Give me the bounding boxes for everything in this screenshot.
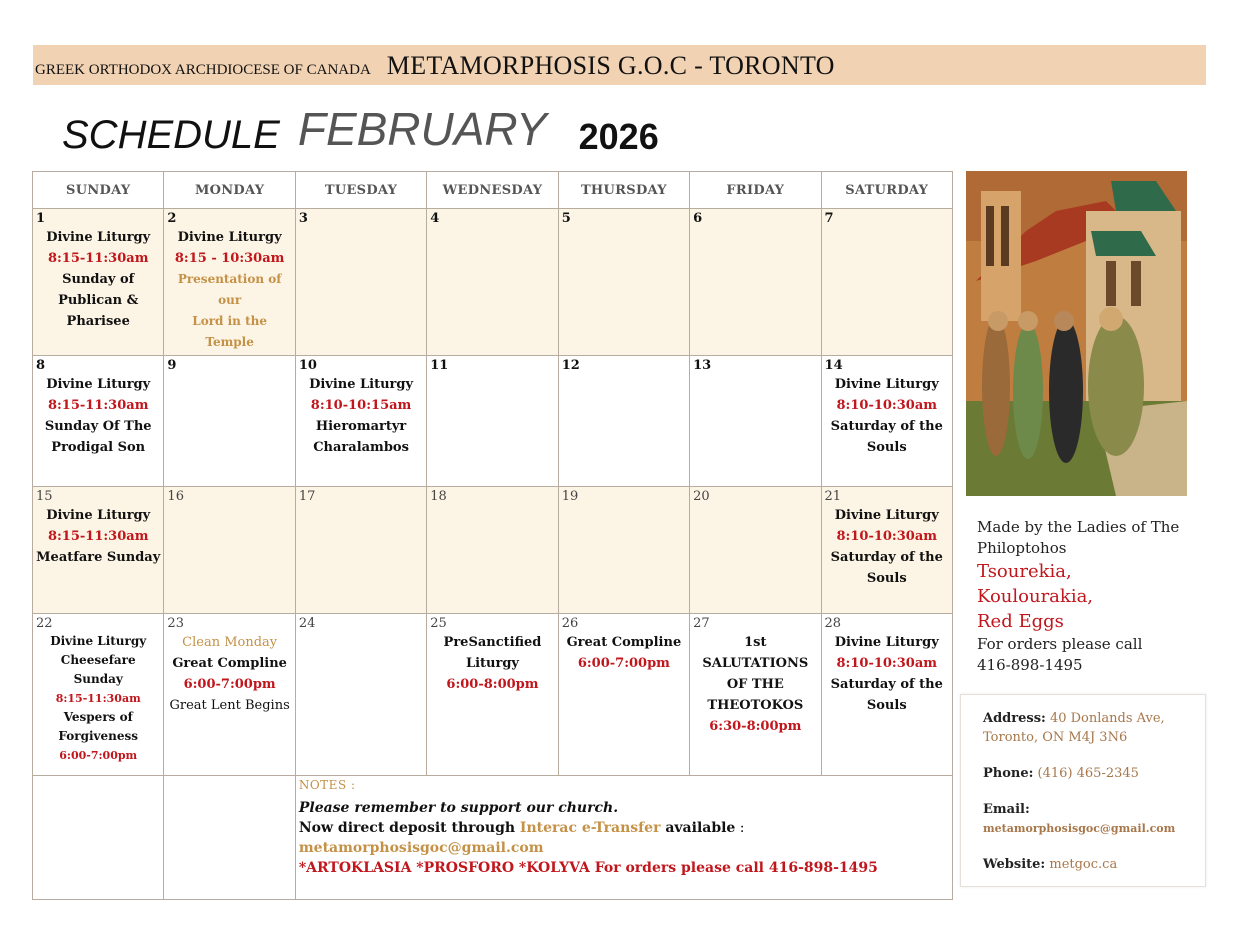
page-title xyxy=(62,104,659,158)
product-item: Koulourakia, xyxy=(977,586,1094,607)
event-time: 8:10-10:30am xyxy=(836,656,938,671)
event-title: Great Compline xyxy=(566,635,682,650)
day-cell xyxy=(558,487,689,614)
day-cell xyxy=(295,356,426,487)
day-number: 9 xyxy=(167,358,177,373)
event-note: Souls xyxy=(866,698,907,713)
event-title: Divine Liturgy xyxy=(834,508,939,523)
weekday-header: THURSDAY xyxy=(558,172,689,209)
address-value: 40 Donlands Ave, xyxy=(1045,711,1165,726)
event-note: Prodigal Son xyxy=(51,440,146,455)
event-note: Saturday of the xyxy=(830,677,943,692)
feast-name: Presentation of our xyxy=(177,272,282,307)
event-note: Saturday of the xyxy=(830,419,943,434)
email-label: Email: xyxy=(983,802,1030,817)
product-item: Tsourekia, xyxy=(977,561,1072,582)
day-events xyxy=(825,374,949,458)
day-number: 16 xyxy=(167,489,184,504)
day-events xyxy=(430,632,554,695)
event-note: Pharisee xyxy=(66,314,130,329)
presentation-icon-image xyxy=(966,171,1187,496)
event-title: Great Compline xyxy=(172,656,287,671)
event-title: Divine Liturgy xyxy=(46,230,151,245)
day-events xyxy=(36,505,160,568)
address-line2: Toronto, ON M4J 3N6 xyxy=(983,730,1128,745)
philoptohos-info xyxy=(977,517,1205,676)
event-note: Vespers of xyxy=(63,710,133,724)
calendar-week xyxy=(33,614,953,776)
day-events xyxy=(167,227,291,353)
day-number: 20 xyxy=(693,489,710,504)
event-time: 8:15-11:30am xyxy=(47,529,149,544)
day-cell xyxy=(690,614,821,776)
title-year: 2026 xyxy=(578,116,659,157)
day-events xyxy=(36,227,160,332)
day-number: 14 xyxy=(824,358,843,373)
event-time: 6:00-7:00pm xyxy=(183,677,276,692)
event-time: 8:10-10:30am xyxy=(836,398,938,413)
day-cell xyxy=(427,209,558,356)
day-number: 21 xyxy=(824,489,842,504)
day-cell xyxy=(295,487,426,614)
made-by-line: Philoptohos xyxy=(977,539,1067,557)
day-cell xyxy=(558,356,689,487)
notes-interac: Interac e-Transfer xyxy=(519,820,661,836)
event-time: 6:00-7:00pm xyxy=(59,749,138,762)
day-cell xyxy=(821,209,952,356)
day-number: 19 xyxy=(561,489,579,504)
day-cell xyxy=(33,614,164,776)
event-title: Divine Liturgy xyxy=(834,635,939,650)
event-note: Great Lent Begins xyxy=(169,698,290,713)
email-value: metamorphosisgoc@gmail.com xyxy=(983,822,1176,835)
notes-support: Please remember to support our church. xyxy=(298,800,619,816)
day-cell xyxy=(164,614,295,776)
day-events xyxy=(825,505,949,589)
calendar-week xyxy=(33,356,953,487)
event-time: 6:30-8:00pm xyxy=(709,719,802,734)
day-cell xyxy=(558,614,689,776)
empty-cell xyxy=(33,776,164,900)
day-number: 17 xyxy=(298,489,316,504)
event-title: 1st xyxy=(744,635,767,650)
day-events xyxy=(693,632,817,737)
orders-line: For orders please call xyxy=(977,635,1143,653)
day-number: 4 xyxy=(430,211,440,226)
website xyxy=(983,855,1205,874)
day-events xyxy=(36,632,160,765)
title-month: FEBRUARY xyxy=(297,103,547,155)
day-events xyxy=(562,632,686,674)
day-cell xyxy=(427,487,558,614)
event-title: THEOTOKOS xyxy=(707,698,804,713)
notes-available: available xyxy=(660,820,736,836)
event-note: Publican & xyxy=(58,293,139,308)
day-number: 28 xyxy=(824,616,842,631)
event-time: 8:15 - 10:30am xyxy=(174,251,285,266)
event-title: Divine Liturgy xyxy=(834,377,939,392)
phone-label: Phone: xyxy=(983,766,1034,781)
weekday-header-row xyxy=(33,172,953,209)
day-number: 22 xyxy=(36,616,53,631)
day-number: 8 xyxy=(36,358,46,373)
contact-box xyxy=(960,694,1206,887)
day-cell xyxy=(295,614,426,776)
day-cell xyxy=(164,356,295,487)
product-item: Red Eggs xyxy=(977,611,1064,632)
weekday-header: FRIDAY xyxy=(690,172,821,209)
day-cell xyxy=(690,356,821,487)
calendar-week xyxy=(33,209,953,356)
phone-value: (416) 465-2345 xyxy=(1033,766,1139,781)
weekday-header: SUNDAY xyxy=(33,172,164,209)
day-number: 1 xyxy=(36,211,46,226)
day-events xyxy=(825,632,949,716)
day-number: 15 xyxy=(36,489,53,504)
weekday-header: MONDAY xyxy=(164,172,295,209)
day-number: 25 xyxy=(430,616,447,631)
day-number: 11 xyxy=(430,358,449,373)
icon-painting xyxy=(966,171,1187,496)
event-note: Souls xyxy=(866,440,907,455)
event-note: Sunday Of The xyxy=(44,419,152,434)
day-cell xyxy=(33,487,164,614)
event-title: Liturgy xyxy=(465,656,519,671)
notes-colon: : xyxy=(735,820,745,836)
day-events xyxy=(167,632,291,716)
event-title: Divine Liturgy xyxy=(50,634,147,648)
event-time: 8:15-11:30am xyxy=(47,398,149,413)
day-cell xyxy=(33,209,164,356)
event-title: Divine Liturgy xyxy=(46,377,151,392)
event-note: Sunday of xyxy=(62,272,135,287)
day-cell xyxy=(690,209,821,356)
day-number: 3 xyxy=(298,211,308,226)
day-number: 7 xyxy=(824,211,834,226)
address-label: Address: xyxy=(983,711,1046,726)
calendar-week xyxy=(33,487,953,614)
day-number: 23 xyxy=(167,616,184,631)
notes-orders: *ARTOKLASIA *PROSFORO *KOLYVA For orders please call 416-898-1495 xyxy=(298,860,878,876)
day-cell xyxy=(33,356,164,487)
day-cell xyxy=(164,487,295,614)
empty-cell xyxy=(164,776,295,900)
event-time: 8:15-11:30am xyxy=(47,251,149,266)
day-number: 6 xyxy=(693,211,703,226)
event-time: 6:00-8:00pm xyxy=(446,677,539,692)
day-cell xyxy=(690,487,821,614)
church-name: METAMORPHOSIS G.O.C - TORONTO xyxy=(386,51,835,80)
event-time: 8:15-11:30am xyxy=(55,692,141,705)
notes-row xyxy=(33,776,953,900)
event-note: Hieromartyr xyxy=(315,419,407,434)
day-number: 2 xyxy=(167,211,177,226)
event-note: Forgiveness xyxy=(58,729,139,743)
day-events xyxy=(36,374,160,458)
day-cell xyxy=(821,356,952,487)
event-title: OF THE xyxy=(726,677,784,692)
notes-section xyxy=(295,776,952,900)
weekday-header: SATURDAY xyxy=(821,172,952,209)
day-number: 24 xyxy=(298,616,316,631)
event-time: 8:10-10:15am xyxy=(310,398,412,413)
day-cell xyxy=(558,209,689,356)
event-note: Saturday of the xyxy=(830,550,943,565)
notes-deposit-text: Now direct deposit through xyxy=(298,820,520,836)
day-number: 13 xyxy=(693,358,712,373)
event-note: Meatfare Sunday xyxy=(36,550,161,565)
event-title: Divine Liturgy xyxy=(309,377,414,392)
event-title: SALUTATIONS xyxy=(702,656,809,671)
day-number: 10 xyxy=(298,358,317,373)
made-by-line: Made by the Ladies of The xyxy=(977,518,1180,536)
event-title: Divine Liturgy xyxy=(177,230,282,245)
day-number: 5 xyxy=(561,211,571,226)
calendar-grid xyxy=(32,171,953,900)
event-time: 8:10-10:30am xyxy=(836,529,938,544)
archdiocese-name: GREEK ORTHODOX ARCHDIOCESE OF CANADA xyxy=(35,62,371,78)
day-cell xyxy=(427,614,558,776)
email xyxy=(983,800,1205,819)
notes-deposit xyxy=(299,818,949,838)
day-number: 12 xyxy=(561,358,580,373)
notes-title: NOTES : xyxy=(298,778,356,792)
weekday-header: TUESDAY xyxy=(295,172,426,209)
event-title: Divine Liturgy xyxy=(46,508,151,523)
website-label: Website: xyxy=(983,857,1046,872)
feast-name: Lord in the Temple xyxy=(192,314,267,349)
address xyxy=(983,709,1205,728)
day-number: 27 xyxy=(693,616,710,631)
website-value: metgoc.ca xyxy=(1045,857,1118,872)
orders-phone: 416-898-1495 xyxy=(977,656,1083,674)
day-cell xyxy=(821,614,952,776)
phone xyxy=(983,764,1205,783)
title-schedule: SCHEDULE xyxy=(62,113,280,157)
weekday-header: WEDNESDAY xyxy=(427,172,558,209)
day-cell xyxy=(821,487,952,614)
day-number: 18 xyxy=(430,489,447,504)
event-time: 6:00-7:00pm xyxy=(577,656,670,671)
event-note: Charalambos xyxy=(313,440,409,455)
day-cell xyxy=(295,209,426,356)
day-cell xyxy=(427,356,558,487)
day-events xyxy=(299,374,423,458)
event-note: Cheesefare Sunday xyxy=(60,653,136,686)
day-number: 26 xyxy=(561,616,579,631)
feast-name: Clean Monday xyxy=(182,635,278,650)
notes-email: metamorphosisgoc@gmail.com xyxy=(298,840,544,856)
event-title: PreSanctified xyxy=(443,635,542,650)
event-note: Souls xyxy=(866,571,907,586)
day-cell xyxy=(164,209,295,356)
header-bar xyxy=(33,45,1206,85)
